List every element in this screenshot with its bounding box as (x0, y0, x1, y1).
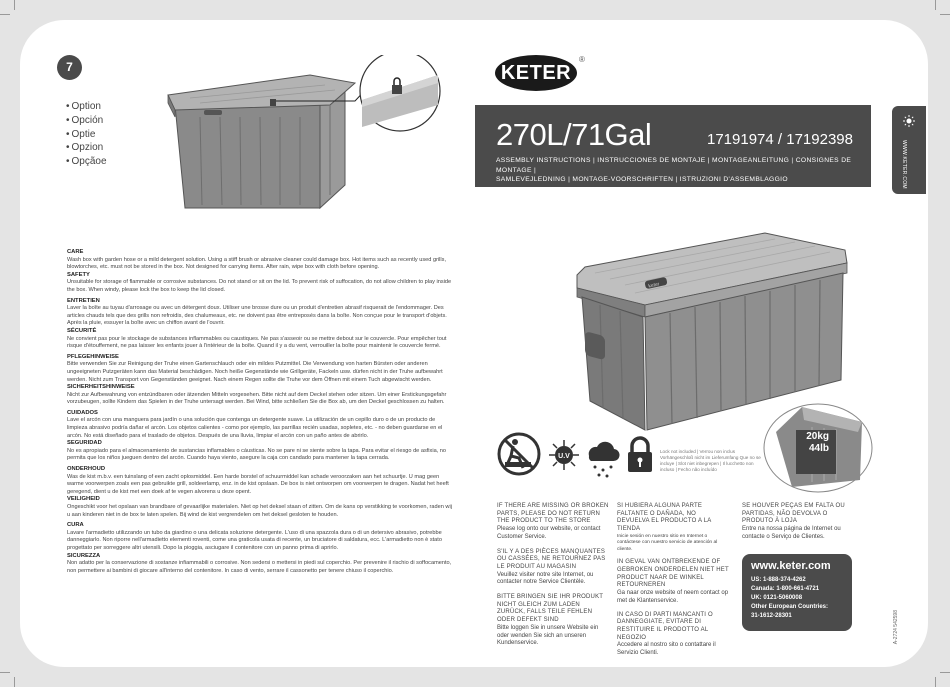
document-reference-code: A-2724 542598 (893, 610, 899, 645)
storage-box-small-illustration (140, 55, 485, 215)
uv-label: U.V (558, 453, 570, 460)
other-countries-label: Other European Countries: (751, 604, 829, 610)
section-heading: SEGURIDAD (67, 440, 102, 447)
crop-mark (0, 14, 10, 15)
crop-mark (940, 672, 950, 673)
section-heading: SICUREZZA (67, 552, 101, 559)
missing-parts-heading: S'IL Y A DES PIÈCES MANQUANTES OU CASSÉES, NE RETOURNEZ PAS LE PRODUIT AU MAGASIN (497, 548, 606, 570)
missing-parts-text: Please log onto our website, or contact Customer Service. (497, 526, 601, 540)
missing-parts-heading: IN GEVAL VAN ONTBREKENDE OF GEBROKEN ONDERDELEN NIET HET PRODUCT NAAR DE WINKEL RETOURNEREN (617, 559, 729, 589)
product-title-band (475, 105, 871, 187)
missing-parts-text: Ga naar onze website of neem contact op met de Klantenservice. (617, 590, 729, 604)
section-body: Wash box with garden hose or a mild detergent solution. Using a stiff brush or abrasive cleaner could damage box. Hot items such as recently used grills, blowtorches, etc. must not be stored in the box. Not designed for carrying items. After rain, wipe box with cloth before opening. (67, 256, 447, 271)
side-tab-url: WWW.KETER.COM (901, 140, 907, 189)
section-heading: SAFETY (67, 271, 90, 278)
weight-kg: 20kg (806, 431, 829, 442)
missing-parts-heading: SE HOUVER PEÇAS EM FALTA OU PARTIDAS, NÃO DEVOLVA O PRODUTO À LOJA (742, 503, 845, 525)
missing-parts-heading: IN CASO DI PARTI MANCANTI O DANNEGGIATE, EVITARE DI RESTITUIRE IL PRODOTTO AL NEGOZIO (617, 611, 713, 641)
weather-icon (589, 442, 620, 478)
phone-us: US: 1-888-374-4262 (751, 577, 806, 583)
no-sitting-icon (499, 434, 539, 474)
svg-text:keter: keter (647, 281, 661, 290)
section-body: No es apropiado para el almacenamiento de sustancias inflamables o cáusticas. No se pare ni se siente sobre la tapa. Para evitar el riesgo de asfixia, no permita que los niños jueguen dentro del arcón. Cuando haya viento, asegure la caja con candado para mantener la tapa cerrada. (67, 447, 447, 462)
lock-not-included-note: Lock not included | Verrou non inclus Vorhängeschloß nicht im Lieferumfang Que no se incluye | Slot niet inbegrepen | Il lucchetto non incluso | Fecho não incluído (660, 449, 761, 473)
section-heading: SICHERHEITSHINWEISE (67, 384, 135, 391)
missing-parts-text: Accedere al nostro sito o contattare il Servizio Clienti. (617, 642, 716, 657)
section-heading: SÉCURITÉ (67, 327, 97, 334)
section-heading: CUIDADOS (67, 409, 98, 416)
phone-other: 31-1612-28301 (751, 613, 792, 619)
section-body: Bitte verwenden Sie zur Reinigung der Truhe einen Gartenschlauch oder ein mildes Putzmittel. Die Verwendung von harten Bürsten oder anderen ungeeigneten Putzgeräten kann das Material beschädigen. Noch heiße Gegenstände wie Grillgeräte, Fackeln usw. dürfen nicht in der Truhe aufbewahrt werden. Nicht zum Transport von Gegenständen geeignet. Nach einem Regen sollte die Truhe vor dem Öffnen mit einem Tuch abgewischt werden. (67, 361, 443, 383)
section-heading: CARE (67, 249, 84, 255)
option-label: • Option (66, 100, 107, 114)
option-label: • Opçãoe (66, 155, 107, 169)
product-size: 270L/71Gal (496, 117, 652, 152)
section-heading: ENTRETIEN (67, 297, 100, 304)
missing-parts-text: Bitte loggen Sie in unsere Website ein oder wenden Sie sich an unseren Kundenservice. (497, 624, 599, 647)
assembly-instructions-subtitle (496, 156, 866, 185)
option-label: • Opzion (66, 141, 107, 155)
missing-parts-heading: IF THERE ARE MISSING OR BROKEN PARTS, PLEASE DO NOT RETURN THE PRODUCT TO THE STORE (497, 503, 609, 525)
missing-parts-text: Entre na nossa página de Internet ou contacte o Serviço de Clientes. (742, 526, 841, 540)
crop-mark (14, 0, 15, 10)
section-heading: VEILIGHEID (67, 496, 100, 503)
section-body: Was de kist m.b.v. een tuinslang of een zacht oplosmiddel. Een harde borstel of schuurmiddel kan schade veroorzaken aan het schuurtje. U mag geen warme voorwerpen zoals een pas gebruikte grill, soldeerlamp, enz. in de kist opslaan. De box is niet ontworpen om voorwerpen te dragen. Nadat het heeft geregend, dient u de kist met een doek af te vegen alvorens u deze opent. (67, 473, 449, 495)
section-body: Non adatto per la conservazione di sostanze infiammabili o corrosive. Non sedersi o mettersi in piedi sul coperchio. Per prevenire il rischio di soffocamento, non permettere ai bambini di giocare all'interno del contenitore. In caso di vento, serrare il cassonetto per tenere chiuso il coperchio. (67, 560, 452, 574)
crop-mark (0, 672, 10, 673)
section-body: Lavare l'armadietto utilizzando un tubo da giardino o una delicata soluzione detergente. L'uso di una spazzola dura o di un detersivo abrasivo, potrebbe danneggiarlo. Non riporre nell'armadietto elementi roventi, come una graticola usata di recente, un bruciatore di saldatura, ecc. L'armadietto non è stato progettato per sorreggere altri utensili. Dopo la pioggia, asciugare il contenitore con un panno prima di aprirlo. (67, 529, 442, 551)
step-number-badge: 7 (57, 55, 82, 80)
subtitle-line: ASSEMBLY INSTRUCTIONS | INSTRUCCIONES DE MONTAJE | MONTAGEANLEITUNG | CONSIGNES DE MONTAGE | (496, 157, 852, 174)
warning-icons-row (497, 432, 657, 489)
section-heading: ONDERHOUD (67, 466, 106, 473)
section-body: Lave el arcón con una manguera para jardín o una solución que contenga un detergente suave. La utilización de un cepillo duro o de un producto de limpieza abrasivo podría dañar el arcón. Los objetos calientes - como por ejemplo, las parrillas recién usadas, sopletes, etc. - no deben guardarse en el arcón. No está diseñado para el traslado de objetos. Después de una lluvia, limpiar el arcón con un paño antes de abrirlo. (67, 417, 443, 439)
care-and-safety-text (67, 249, 455, 575)
weight-lb: 44lb (808, 443, 829, 454)
section-body: Unsuitable for storage of flammable or corrosive substances. Do not stand or sit on the lid. To prevent risk of suffocation, do not allow children to play inside the box. When windy, please lock the box to keep the lid closed. (67, 279, 452, 293)
section-body: Ongeschikt voor het opslaan van brandbare of gevaarlijke materialen. Niet op het deksel staan of zitten. Om de kans op verstikking te voorkomen, raden wij u aan kinderen niet in de box te laten spelen. Bij wind de kist vergrendelen om het deksel gesloten te houden. (67, 504, 452, 518)
crop-mark (935, 677, 936, 687)
missing-parts-text: Inicie sesión en nuestro sitio en Internet o contáctese con nuestro servicio de atención al cliente. (617, 533, 718, 552)
phone-uk: UK: 0121-5060008 (751, 595, 803, 601)
crop-mark (14, 677, 15, 687)
lock-icon (628, 438, 652, 472)
weight-capacity (799, 431, 829, 455)
side-tab (892, 106, 926, 194)
section-body: Laver la boîte au tuyau d'arrosage ou avec un détergent doux. Utiliser une brosse dure ou un produit d'entretien abrasif risquerait de l'endommager. Des articles chauds tels que des grills non refroidis, des chalumeaux, etc. ne doivent pas être entreposés dans la boîte. Non conçue pour le transport d'objets. Après la pluie, essuyer la boîte avec un chiffon avant de l'ouvrir. (67, 305, 447, 327)
subtitle-line: SAMLEVEJLEDNING | MONTAGE-VOORSCHRIFTEN | ISTRUZIONI D'ASSEMBLAGGIO (496, 176, 788, 183)
missing-parts-column-1 (497, 503, 609, 648)
section-body: Ne convient pas pour le stockage de substances inflammables ou caustiques. Ne pas s'asseoir ou se mettre debout sur le couvercle. Pour empêcher tout risque d'étouffement, ne pas laisser les enfants jouer à l'intérieur de la boîte. Quand il y a du vent, verrouiller la boîte pour maintenir le couvercle fermé. (67, 335, 447, 350)
website-link[interactable]: www.keter.com (751, 560, 831, 572)
section-heading: PFLEGEHINWEISE (67, 353, 119, 360)
product-codes: 17191974 / 17192398 (707, 131, 853, 148)
missing-parts-heading: SI HUBIERA ALGUNA PARTE FALTANTE O DAÑADA, NO DEVUELVA EL PRODUCTO A LA TIENDA (617, 503, 712, 533)
option-label: • Optie (66, 128, 107, 142)
sun-icon (903, 115, 915, 127)
keter-logo: KETER (495, 55, 577, 91)
missing-parts-heading: BITTE BRINGEN SIE IHR PRODUKT NICHT GLEICH ZUM LADEN ZURÜCK, FALLS TEILE FEHLEN ODER DEFEKT SIND (497, 594, 604, 624)
section-heading: CURA (67, 522, 84, 529)
phone-canada: Canada: 1-800-661-4721 (751, 586, 820, 592)
crop-mark (935, 0, 936, 10)
uv-icon (549, 440, 579, 470)
options-list (66, 100, 107, 169)
registered-mark: ® (579, 55, 585, 64)
missing-parts-column-2 (617, 503, 729, 658)
option-label: • Opción (66, 114, 107, 128)
contact-box (742, 554, 852, 631)
section-body: Nicht zur Aufbewahrung von entzündbaren oder ätzenden Mitteln vorgesehen. Bitte nicht auf dem Deckel stehen oder sitzen. Um einer Erstickungsgefahr vorzubeugen, sollte Kindern das Spielen in der Truhe untersagt werden. Bei Wind, bitte schließen Sie die Box ab, um den Deckel geschlossen zu halten. (67, 391, 447, 406)
crop-mark (940, 14, 950, 15)
missing-parts-column-3 (742, 503, 852, 542)
missing-parts-text: Veuillez visiter notre site Internet, ou contacter notre Service Clientèle. (497, 571, 594, 586)
